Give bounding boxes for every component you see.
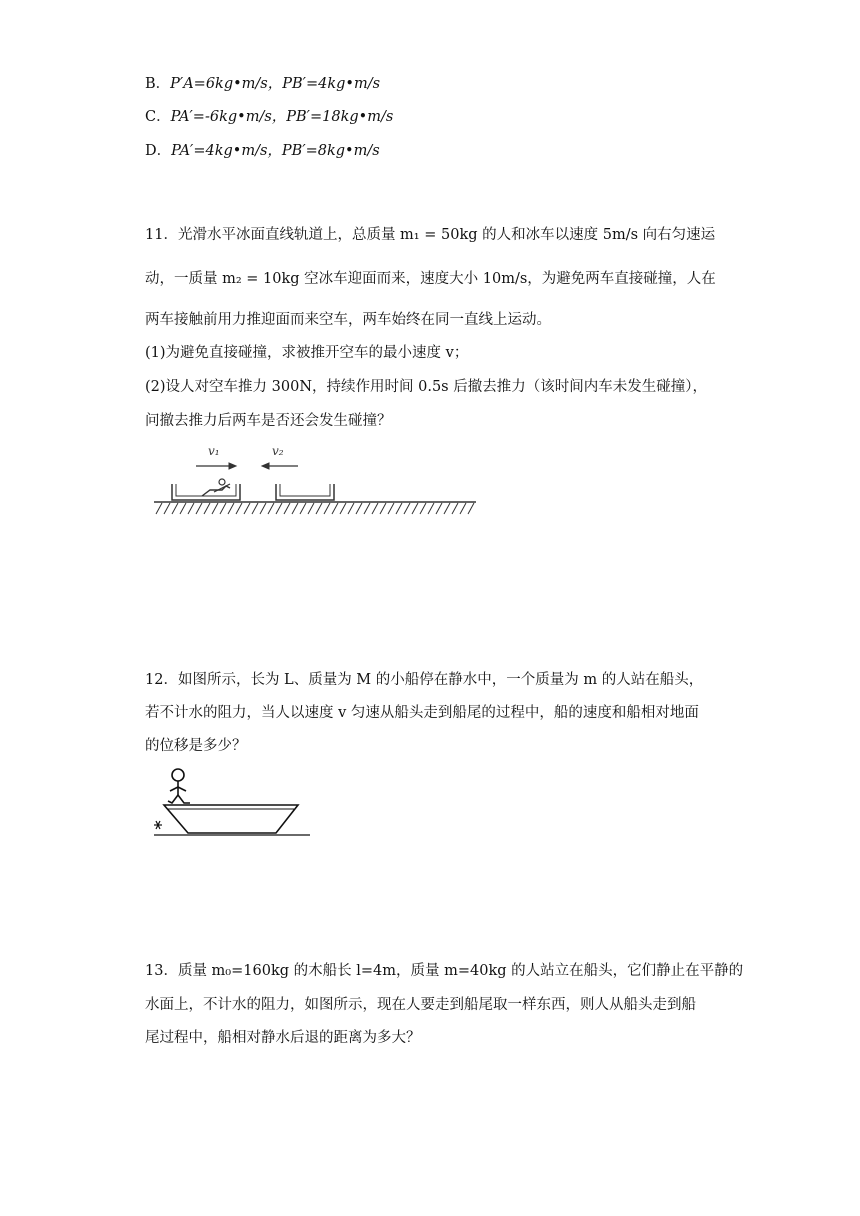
cart-with-person-icon	[172, 479, 240, 500]
right-arrow-icon	[196, 463, 236, 469]
empty-cart-icon	[276, 484, 334, 500]
q13-line-2: 水面上，不计水的阻力，如图所示，现在人要走到船尾取一样东西，则人从船头走到船	[145, 997, 696, 1013]
q13-line-3: 尾过程中，船相对静水后退的距离为多大？	[145, 1030, 421, 1046]
option-d-text: D．	[145, 143, 172, 159]
q12-line-2: 若不计水的阻力，当人以速度 v 匀速从船头走到船尾的过程中，船的速度和船相对地面	[145, 705, 699, 721]
ground-icon	[154, 502, 476, 514]
option-b-text: B．	[145, 76, 171, 92]
boat-icon	[164, 805, 298, 833]
option-c-text: C．	[145, 109, 171, 125]
ice-cart-figure	[150, 440, 480, 520]
q11-line-4: (1)为避免直接碰撞，求被推开空车的最小速度 v；	[145, 345, 469, 361]
boat-figure	[150, 765, 320, 845]
q11-line-6: 问撤去推力后两车是否还会发生碰撞？	[145, 413, 392, 429]
option-d	[145, 141, 380, 161]
q11-line-5: (2)设人对空车推力 300N，持续作用时间 0.5s 后撤去推力（该时间内车未发生碰撞），	[145, 379, 707, 395]
q11-line-3: 两车接触前用力推迎面而来空车，两车始终在同一直线上运动。	[145, 312, 551, 328]
v1-label: v₁	[208, 444, 220, 458]
q11-line-1: 11．光滑水平冰面直线轨道上，总质量 m₁ = 50kg 的人和冰车以速度 5m/s 向右匀速运	[145, 227, 716, 243]
option-d-content: PA′=4kg•m/s，PB′=8kg•m/s	[171, 143, 380, 159]
option-b	[145, 74, 380, 94]
stick-person-icon	[168, 769, 190, 803]
q13-line-1: 13．质量 m₀=160kg 的木船长 l=4m，质量 m=40kg 的人站立在船头，它们静止在平静的	[145, 963, 744, 979]
option-c-content: PA′=-6kg•m/s，PB′=18kg•m/s	[170, 109, 394, 125]
v2-label: v₂	[272, 444, 284, 458]
option-c	[145, 107, 393, 127]
left-arrow-icon	[262, 463, 298, 469]
q11-line-2: 动，一质量 m₂ = 10kg 空冰车迎面而来，速度大小 10m/s，为避免两车直接碰撞，人在	[145, 271, 716, 287]
option-b-content: P′A=6kg•m/s，PB′=4kg•m/s	[170, 76, 381, 92]
q12-line-1: 12．如图所示，长为 L、质量为 M 的小船停在静水中，一个质量为 m 的人站在船头，	[145, 672, 704, 688]
q12-line-3: 的位移是多少？	[145, 738, 247, 754]
